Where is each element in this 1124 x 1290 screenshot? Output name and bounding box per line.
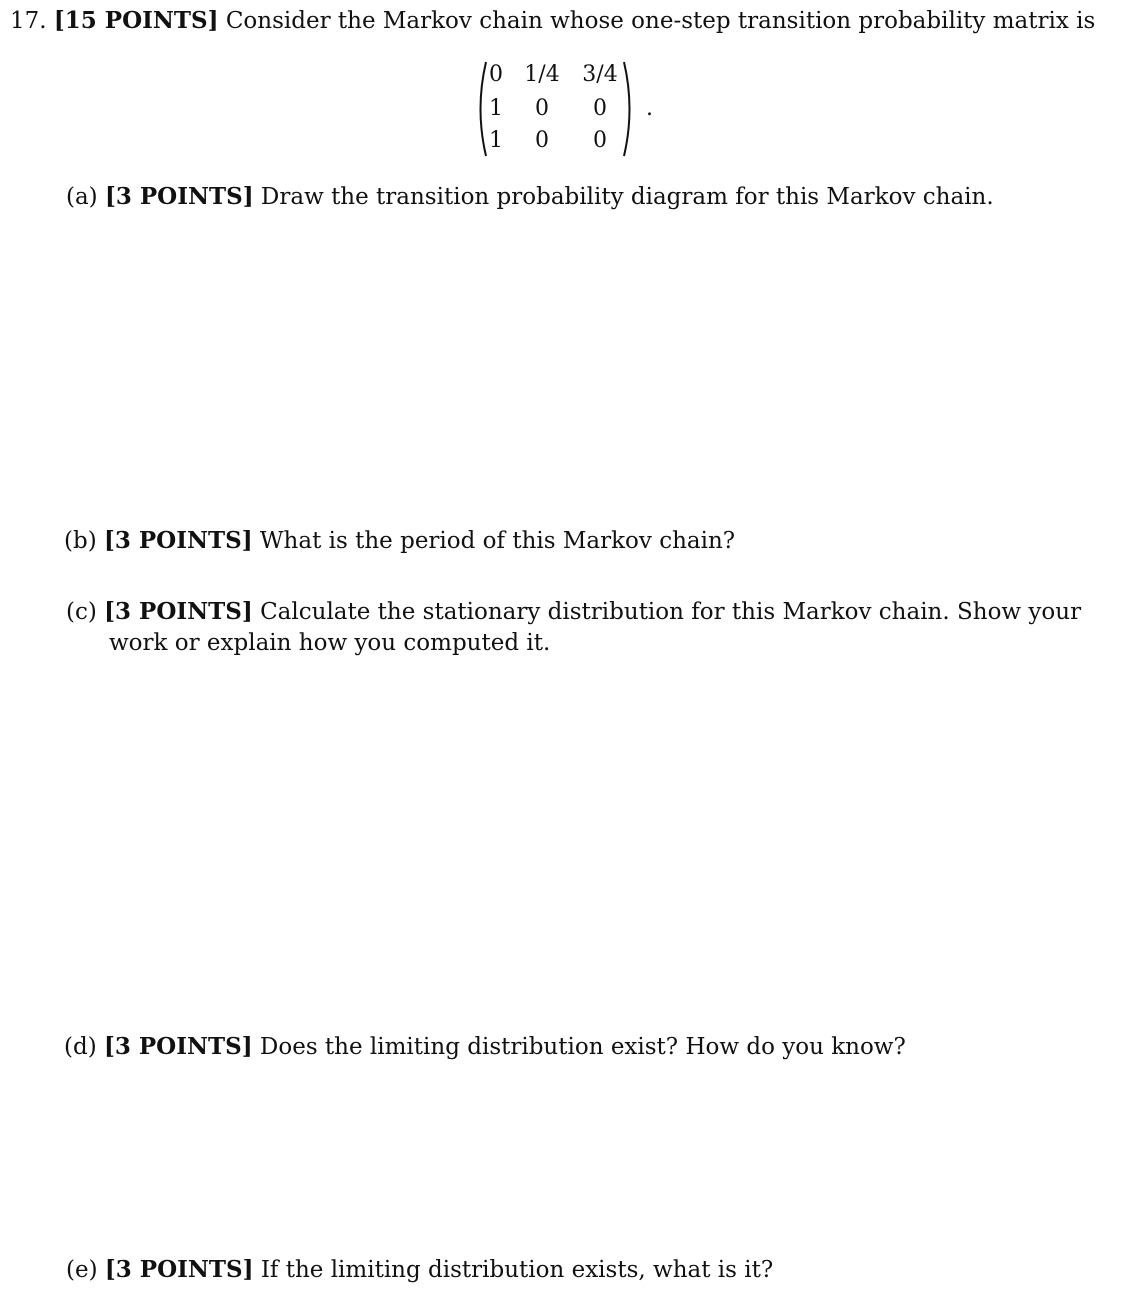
part-e-label: (e)	[66, 1257, 98, 1283]
part-d-points: [3 POINTS]	[103, 1033, 253, 1060]
matrix-cell-0-0: 0	[489, 62, 503, 87]
matrix-cell-1-2: 0	[593, 96, 607, 121]
problem-number: 17.	[10, 8, 47, 34]
part-e-points: [3 POINTS]	[104, 1256, 254, 1283]
matrix-cell-1-0: 1	[489, 96, 503, 121]
matrix-cell-0-1: 1/4	[524, 62, 560, 87]
matrix-cell-1-1: 0	[535, 96, 549, 121]
part-a	[66, 182, 994, 212]
problem-heading	[10, 6, 1095, 36]
part-b-text: What is the period of this Markov chain?	[259, 528, 736, 554]
part-b	[64, 526, 735, 556]
part-d-label: (d)	[64, 1034, 97, 1060]
part-e	[66, 1255, 773, 1285]
matrix-cell-0-2: 3/4	[582, 62, 618, 87]
part-b-points: [3 POINTS]	[103, 527, 253, 554]
part-e-text: If the limiting distribution exists, what is it?	[260, 1257, 774, 1283]
part-d	[64, 1032, 906, 1062]
matrix-trailing-period: .	[646, 96, 653, 121]
part-a-text: Draw the transition probability diagram for this Markov chain.	[260, 184, 994, 210]
part-a-label: (a)	[66, 184, 98, 210]
part-c-text-line2: work or explain how you computed it.	[109, 630, 551, 656]
part-c-points: [3 POINTS]	[104, 598, 253, 625]
part-c-label: (c)	[66, 599, 97, 625]
part-b-label: (b)	[64, 528, 97, 554]
part-c	[66, 597, 1081, 627]
matrix-cell-2-2: 0	[593, 128, 607, 153]
problem-text: Consider the Markov chain whose one-step transition probability matrix is	[225, 8, 1096, 34]
matrix-cell-2-1: 0	[535, 128, 549, 153]
part-c-continuation	[109, 628, 550, 658]
transition-matrix	[474, 60, 656, 158]
part-d-text: Does the limiting distribution exist? How do you know?	[259, 1034, 906, 1060]
part-a-points: [3 POINTS]	[104, 183, 254, 210]
matrix-cell-2-0: 1	[489, 128, 503, 153]
part-c-text: Calculate the stationary distribution for this Markov chain. Show your	[260, 599, 1082, 625]
problem-points: [15 POINTS]	[53, 7, 219, 34]
